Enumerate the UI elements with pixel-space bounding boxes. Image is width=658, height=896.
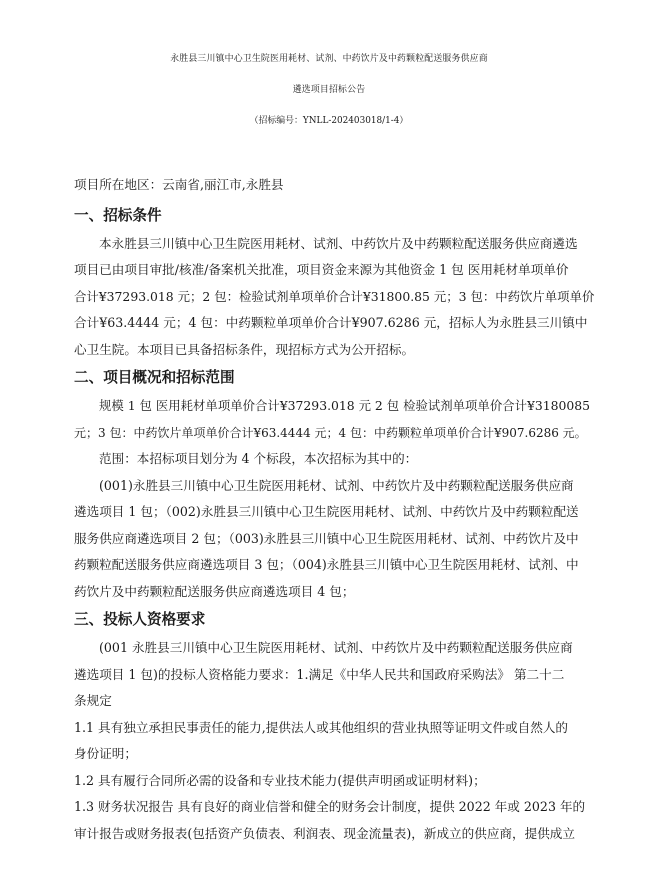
paragraph [74,768,594,795]
document-body [74,172,594,847]
paragraph [74,715,594,768]
text-line: 1.3 财务状况报告 具有良好的商业信誉和健全的财务会计制度，提供 2022 年或 2023 年的 [74,799,586,814]
text-line: 遴选项目 1 包；（002)永胜县三川镇中心卫生院医用耗材、试剂、中药饮片及中药颗粒配送 [74,504,579,519]
text-line: 规模 1 包 医用耗材单项单价合计¥37293.018 元 2 包 检验试剂单项单价合计¥3180085 [99,398,591,413]
paragraph [74,231,594,364]
text-line: (001 永胜县三川镇中心卫生院医用耗材、试剂、中药饮片及中药颗粒配送服务供应商 [99,640,573,655]
text-line: 合计¥63.4444 元；4 包：中药颗粒单项单价合计¥907.6286 元，招标人为永胜县三川镇中 [74,315,588,330]
text-line: (001)永胜县三川镇中心卫生院医用耗材、试剂、中药饮片及中药颗粒配送服务供应商 [99,477,574,493]
text-line: 遴选项目 1 包)的投标人资格能力要求：1.满足《中华人民共和国政府采购法》 第二十二 [74,666,565,682]
text-line: 审计报告或财务报表(包括资产负债表、利润表、现金流量表)，新成立的供应商，提供成立 [74,825,575,841]
text-line: 身份证明； [74,746,137,761]
paragraph [74,473,594,606]
text-line: 服务供应商遴选项目 2 包；（003)永胜县三川镇中心卫生院医用耗材、试剂、中药饮片及中 [74,530,579,546]
text-line: 合计¥37293.018 元；2 包：检验试剂单项单价合计¥31800.85 元；3 包：中药饮片单项单价 [74,288,595,304]
paragraph [74,446,594,473]
document-title-line-1: 永胜县三川镇中心卫生院医用耗材、试剂、中药饮片及中药颗粒配送服务供应商 [170,54,488,64]
title-block [0,44,658,136]
text-line: 药颗粒配送服务供应商遴选项目 3 包；（004)永胜县三川镇中心卫生院医用耗材、试剂、中 [74,557,579,572]
text-line: 心卫生院。本项目已具备招标条件，现招标方式为公开招标。 [74,341,415,357]
text-line: 项目已由项目审批/核准/备案机关批准，项目资金来源为其他资金 1 包 医用耗材单项单价 [74,262,569,277]
paragraph [74,635,594,715]
paragraph [74,393,594,446]
text-line: 范围：本招标项目划分为 4 个标段，本次招标为其中的： [99,451,418,466]
text-line: 本永胜县三川镇中心卫生院医用耗材、试剂、中药饮片及中药颗粒配送服务供应商遴选 [99,235,578,251]
text-line: 1.1 具有独立承担民事责任的能力,提供法人或其他组织的营业执照等证明文件或自然人的 [74,719,569,735]
document-title-line-2: 遴选项目招标公告 [292,85,366,95]
project-region: 项目所在地区：云南省,丽江市,永胜县 [74,177,284,192]
text-line: 条规定 [74,693,112,708]
section-heading: 三、投标人资格要求 [74,611,206,628]
text-line: 药饮片及中药颗粒配送服务供应商遴选项目 4 包； [74,583,355,599]
paragraph [74,794,594,847]
section-heading: 一、招标条件 [74,206,162,224]
tender-code: （招标编号：YNLL-202403018/1-4） [249,116,409,126]
text-line: 元；3 包：中药饮片单项单价合计¥63.4444 元；4 包：中药颗粒单项单价合计¥907.6286 元。 [74,425,587,440]
section-heading: 二、项目概况和招标范围 [74,369,235,386]
text-line: 1.2 具有履行合同所必需的设备和专业技术能力(提供声明函或证明材料)； [74,772,486,788]
